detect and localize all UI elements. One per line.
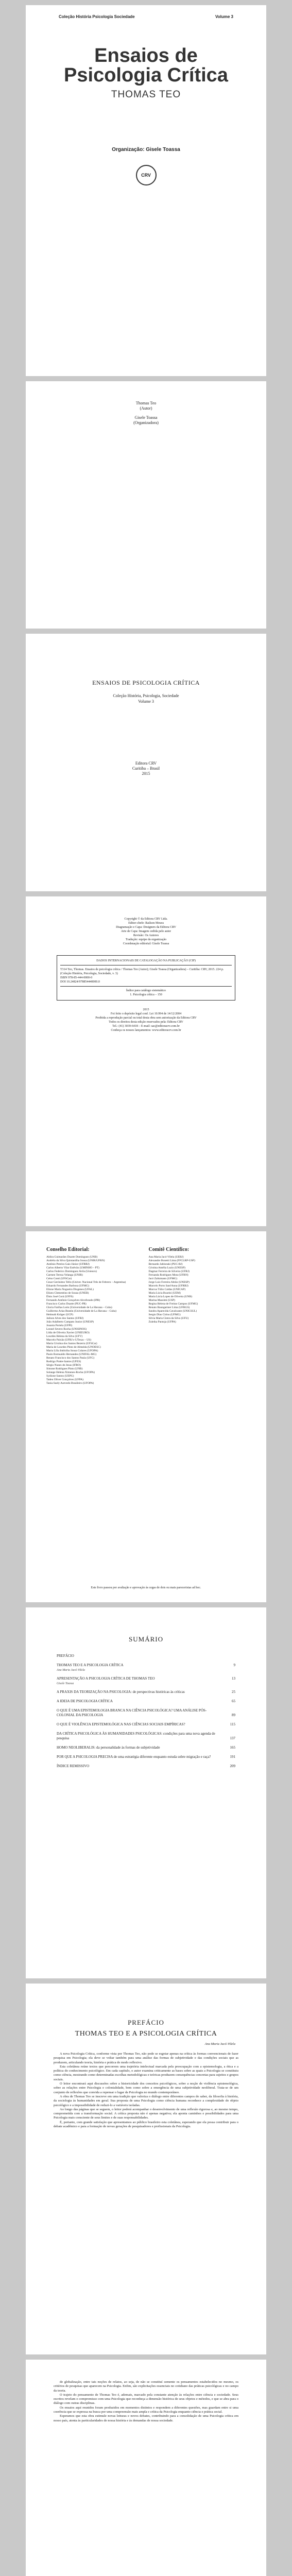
toc-entry-title: O QUE É VIOLÊNCIA EPISTEMOLÓGICA NAS CIÊNCIAS SOCIAIS EMPÍRICAS? xyxy=(57,1722,185,1726)
council-member: Andréia da Silva Quintanilha Sousa (UNIR/UFRN) xyxy=(46,1259,105,1262)
editorial-council xyxy=(46,1247,144,1385)
credit-line: Coordenação editorial: Gisele Toassa xyxy=(123,942,169,945)
council-member: Ana Maria Jacó-Vilela (UERJ) xyxy=(148,1256,184,1259)
council-member: Tadeu Oliver Gonçalves (UFPA) xyxy=(46,1378,83,1381)
toc-entry xyxy=(57,1699,235,1704)
council-member: Eduardo Fernandes Barbosa (UFMG) xyxy=(46,1284,89,1287)
credit-line: Revisão: Os Autores xyxy=(133,934,159,937)
preface-kicker: PREFÁCIO xyxy=(128,2019,164,2026)
council-member: Sérgio Nunes de Jesus (IFRO) xyxy=(46,1364,81,1367)
cover-title: Ensaios de Psicologia Crítica xyxy=(64,45,228,86)
toc-entry xyxy=(57,1722,235,1727)
author-name: Thomas Teo xyxy=(135,401,157,405)
council-member: Fernanda Rodrigues Mota (UFRN) xyxy=(148,1274,188,1277)
toc-entry-title: HOMO NEOLIBERALIS: da personalidade às formas de subjetividade xyxy=(57,1745,160,1750)
legal-line: 2015 xyxy=(143,1008,149,1011)
council-member: Élsio José Corá (UFFS) xyxy=(46,1295,74,1298)
scientific-committee xyxy=(149,1247,246,1385)
toc-entry xyxy=(57,1708,235,1718)
cip-body: T314 Teo, Thomas. Ensaios de psicologia crítica / Thomas Teo (Autor); Gisele Toassa (Organizadora) – Curitiba: CRV, 2015. 224 p. (Coleção História, Psicologia, Sociedade, v. 3) xyxy=(60,968,224,975)
toc-entry xyxy=(57,1676,235,1681)
council-member: Alexandre Bonetti Lima (FFCLRP-USP) xyxy=(148,1259,195,1262)
toc-entry-page: 9 xyxy=(233,1663,235,1667)
preface-paragraph: A nova Psicologia Crítica, conforme vista por Thomas Teo, não pode se esgotar apenas na crítica às formas convencionais de fazer pesquisa em Psicologia; ela deve se voltar também para uma análise das formas de subjetividade e das condições sociais que as produzem, articulando teoria, história e prática de modo reflexivo. xyxy=(54,2052,238,2064)
legal-line: Tel.: (41) 3039-6418 – E-mail: sac@editoracrv.com.br xyxy=(112,1025,180,1028)
legal-line: Proibida a reprodução parcial ou total desta obra sem autorização da Editora CRV xyxy=(95,1016,197,1020)
council-member: Lídia de Oliveira Xavier (UNIEURO) xyxy=(46,1331,90,1334)
council-member: Dagmar Ferreira de Silveira (UFRJ) xyxy=(148,1270,190,1273)
council-member: Cristina Amélia Luzio (UNESP) xyxy=(148,1266,185,1269)
council-member: Marcus Túlio Caldas (UNICAP) xyxy=(148,1288,186,1291)
toc-entry xyxy=(57,1745,235,1750)
preface-body xyxy=(54,2052,238,2129)
toc-entry xyxy=(57,1764,235,1769)
editorial-council-title: Conselho Editorial: xyxy=(46,1247,90,1252)
council-member: Francisco Carlos Duarte (PUC-PR) xyxy=(46,1302,87,1306)
preface-paragraph: É, portanto, com grande satisfação que apresentamos ao público brasileiro esta coletânea, esperando que ela possa contribuir para o debate acadêmico e para a formação de novas gerações de pesquisadores e profissionais da Psicologia. xyxy=(54,2120,238,2129)
credit-line: Arte de Capa: Imagem cedida pelo autor xyxy=(121,930,171,933)
toc-entry-title: A IDEIA DE PSICOLOGIA CRÍTICA xyxy=(57,1699,113,1703)
toc-entry xyxy=(57,1755,235,1759)
council-member: Regina Helena de Freitas Campos (UFMG) xyxy=(148,1302,198,1306)
council-member: Maria de Lourdes Pinto de Almeida (UNOESC) xyxy=(46,1346,101,1349)
toc-entry-title: O QUE É UMA EPISTEMOLOGIA BRANCA NA CIÊNCIA PSICOLÓGICA? UMA ANÁLISE PÓS-COLONIAL DA PSICOLOGIA xyxy=(57,1708,207,1717)
credits-list xyxy=(57,921,235,946)
cover-page xyxy=(26,5,266,376)
council-member: Maria Lúcia Boarini (UEM) xyxy=(148,1292,181,1295)
title-page xyxy=(26,634,266,891)
cip-title: DADOS INTERNACIONAIS DE CATALOGAÇÃO NA PUBLICAÇÃO (CIP) xyxy=(96,959,196,962)
scientific-committee-title: Comitê Científico: xyxy=(148,1247,190,1252)
council-member: Carlos Alberto Vilar Estêvão (UMINHO – PT) xyxy=(46,1266,99,1269)
council-member: Lourdes Helena da Silva (UFV) xyxy=(46,1335,83,1338)
preface-title: THOMAS TEO E A PSICOLOGIA CRÍTICA xyxy=(75,2030,217,2038)
council-member: Celso Conti (UFSCar) xyxy=(46,1277,72,1280)
toc-entry-author: Ana Maria Jacó-Vilela xyxy=(57,1669,85,1672)
preface-paragraph: A obra de Thomas Teo se inscreve em uma tradição que valoriza o diálogo entre diferentes campos do saber, da filosofia à história, da sociologia às humanidades em geral. Sua proposta de uma Psicologia como ciência humana reconhece a complexidade do objeto psicológico e a impossibilidade de reduzi-lo a variáveis isoladas. xyxy=(54,2094,238,2107)
toc-entry-author: Gisele Toassa xyxy=(57,1682,74,1685)
index-title: Índice para catálogo sistemático xyxy=(126,989,166,992)
council-member: Maria Lília Imbiriba Sousa Colares (UFOPA) xyxy=(46,1349,98,1352)
council-member: Josania Portela (UFPI) xyxy=(46,1324,73,1327)
legal-line: Conheça os nossos lançamentos: www.editoracrv.com.br xyxy=(111,1029,181,1032)
toc-entry-title: PREFÁCIO xyxy=(57,1654,74,1658)
council-member: Antônio Pereira Gaio Júnior (UFRRJ) xyxy=(46,1263,90,1266)
legal-line: Todos os direitos desta edição reservados pela: Editora CRV xyxy=(109,1021,183,1024)
preface-page xyxy=(26,1984,266,2354)
copyright-line: Copyright © da Editora CRV Ltda. xyxy=(124,918,168,921)
publisher-logo: CRV xyxy=(136,165,157,185)
toc-entry-page: 25 xyxy=(232,1690,235,1694)
preface-paragraph: O leitor encontrará aqui discussões sobre a historicidade dos conceitos psicológicos, sobre a noção de violência epistemológica, sobre as relações entre Psicologia e colonialidade, bem como sobre a emergência de uma subjetividade neoliberal. Trata-se de um conjunto de reflexões que convida a repensar o lugar da Psicologia no mundo contemporâneo. xyxy=(54,2082,238,2094)
council-footer: Este livro passou por avaliação e aprovação às cegas de dois ou mais pareceristas ad hoc. xyxy=(91,1586,201,1589)
council-member: Gloria Fariñas León (Universidade de La Havana – Cuba) xyxy=(46,1306,112,1309)
council-member: Marina Massimi (USP) xyxy=(148,1299,175,1302)
council-member: Sergio Dias Cirino (UFMG) xyxy=(148,1313,181,1316)
toc-heading: SUMÁRIO xyxy=(129,1635,163,1643)
council-member: Sydione Santos (UEPG) xyxy=(46,1375,74,1378)
cover-author: THOMAS TEO xyxy=(111,89,181,100)
legal-line: Foi feito o depósito legal conf. Lei 10.994 de 14/12/2004 xyxy=(110,1012,182,1015)
half-title-block xyxy=(26,401,266,426)
credit-line: Diagramação e Capa: Designers da Editora CRV xyxy=(116,926,176,929)
council-member: Bernardo Jablonski (PUC-RJ) xyxy=(148,1263,183,1266)
continuation-paragraph: Esperamos que esta obra estimule novas leituras e novos debates, contribuindo para a consolidação de uma Psicologia crítica em nosso país, atenta às particularidades de nossa história e às demandas de nossa sociedade. xyxy=(54,2414,238,2422)
council-member: Cesar Gerónimo Tello (Univer. Nacional Três de Febrero – Argentina) xyxy=(46,1281,126,1284)
council-member: Marcelo Paixão (UFRJ e UTexas – US) xyxy=(46,1338,91,1342)
council-member: Maria Cristina dos Santos Bezerra (UFSCar) xyxy=(46,1342,97,1345)
credit-line: Tradução: equipe da organização xyxy=(125,938,167,941)
organizer-role: (Organizadora) xyxy=(133,420,159,425)
council-member: Sandra Aparecida Cavalcante (UNICSUL) xyxy=(148,1310,197,1313)
toc-entry-title: DA CRÍTICA PSICOLÓGICA ÀS HUMANIDADES PSICOLÓGICAS: condições para uma nova agenda de pesquisa xyxy=(57,1732,215,1740)
toc-entry-title: APRESENTAÇÃO A PSICOLOGIA CRÍTICA DE THOMAS TEO xyxy=(57,1676,155,1681)
council-member: Maria Lúcia Lopes de Oliveira (UNB) xyxy=(148,1295,192,1298)
toc-entry xyxy=(57,1732,235,1741)
continuation-page xyxy=(26,2360,266,2576)
toc-entry-page: 209 xyxy=(230,1764,235,1768)
toc-page xyxy=(26,1607,266,1978)
council-member: Carmen Tereza Velanga (UNIR) xyxy=(46,1274,83,1277)
council-page xyxy=(26,1231,266,1602)
author-role: (Autor) xyxy=(140,406,152,411)
toc-entry-page: 89 xyxy=(232,1713,235,1717)
toc-list xyxy=(26,1654,266,1769)
preface-byline: Ana Maria Jacó-Vilela xyxy=(204,2042,235,2046)
toc-entry-page: 13 xyxy=(232,1676,235,1681)
doi: DOI 10.24824/978854440000.0 xyxy=(60,980,100,984)
council-member: Guillermo Arias Beatón (Universidade de La Havana – Cuba) xyxy=(46,1310,116,1313)
toc-entry-title: THOMAS TEO E A PSICOLOGIA CRÍTICA xyxy=(57,1663,124,1667)
collection-label: Coleção História Psicologia Sociedade xyxy=(59,14,135,19)
council-member: Jorge Luiz Ferreira Abrão (UNESP) xyxy=(148,1281,190,1284)
continuation-body xyxy=(54,2380,238,2423)
council-member: Elione Maria Nogueira Diogenes (UFAL) xyxy=(46,1288,94,1291)
toc-entry-title: POR QUE A PSICOLOGIA PRECISA de uma estratégia diferente enquanto estuda sobre migração e raça? xyxy=(57,1755,211,1759)
toc-entry-title: A PRAXIS DA TEORIZAÇÃO NA PSICOLOGIA: de perspectivas históricas às críticas xyxy=(57,1690,185,1694)
council-member: Aldira Guimarães Duarte Domínguez (UNB) xyxy=(46,1256,98,1259)
isbn: ISBN 978-85-444-0000-0 xyxy=(60,976,93,979)
council-member: Simone Rodrigues Pinto (UNB) xyxy=(46,1367,83,1370)
toc-entry-page: 137 xyxy=(230,1736,235,1740)
council-member: Renato Baungartner Lima (UFRGS) xyxy=(148,1306,190,1309)
volume-label: Volume 3 xyxy=(215,14,233,19)
toc-entry-page: 115 xyxy=(230,1722,235,1726)
series-block: Coleção História, Psicologia, Sociedade Volume 3 xyxy=(113,693,179,704)
council-member: Marcelo Porto Sant'Anna (UFRRJ) xyxy=(148,1284,188,1287)
toc-entry-page: 65 xyxy=(232,1699,235,1703)
book-title: ENSAIOS DE PSICOLOGIA CRÍTICA xyxy=(92,679,200,686)
council-member: Jailson Alves dos Santos (UFRJ) xyxy=(46,1317,84,1320)
half-title-page xyxy=(26,381,266,629)
index-line: 1. Psicologia crítica – 150 xyxy=(130,993,162,996)
toc-entry xyxy=(57,1690,235,1694)
council-member: João Adalberto Campato Junior (UNESP) xyxy=(46,1320,94,1324)
council-member: Rodrigo Pratte-Santos (UFES) xyxy=(46,1360,81,1363)
continuation-paragraph: de globalização, entre tais noções de relatos, ao seja, de não se constituí somente os pensamentos estabelecidos no mesmo, os critérios de pesquisas que aparecem na Psicologia. Enfim, são explicitações essenciais no cotidiano das práticas psicológicas e no campo da teoria. xyxy=(54,2380,238,2393)
imprint-block: Editora CRV Curitiba – Brasil 2015 xyxy=(132,761,160,776)
council-member: Fernando Antônio Gonçalves Alcoforado (IPB) xyxy=(46,1299,100,1302)
cover-organizer: Organização: Gisele Toassa xyxy=(112,147,180,152)
toc-entry xyxy=(57,1663,235,1668)
continuation-paragraph: O trajeto do pensamento de Thomas Teo é, ademais, marcado pela constante atenção às relações entre ciência e sociedade. Seus escritos revelam o compromisso com uma Psicologia que reconheça a dimensão histórica de seus objetos e métodos, e que se abra para o diálogo com outras disciplinas. xyxy=(54,2393,238,2405)
council-member: Solange Helena Ximenes-Rocha (UFOPA) xyxy=(46,1371,95,1374)
toc-entry-page: 165 xyxy=(230,1745,235,1750)
toc-entry xyxy=(57,1654,235,1658)
credit-line: Editor-chefe: Railson Moura xyxy=(128,922,164,925)
catalog-page xyxy=(26,896,266,1226)
toc-entry-page: 191 xyxy=(230,1755,235,1759)
council-member: Silvia Maria Cintra da Silva (UFU) xyxy=(148,1317,189,1320)
council-member: Jacó Zaltzmann (UFMG) xyxy=(148,1277,178,1280)
continuation-paragraph: Os ensaios aqui reunidos foram produzidos em momentos distintos e respondem a diferentes questões, mas guardam entre si uma coerência que se expressa na busca por uma compreensão mais ampla e crítica da Psicologia enquanto ciência e prática social. xyxy=(54,2405,238,2414)
toc-entry-title: ÍNDICE REMISSIVO xyxy=(57,1764,90,1768)
council-member: Paulo Romualdo Hernandes (UNIFAL-MG) xyxy=(46,1353,97,1356)
council-member: Zuleika Pantoja (UFPA) xyxy=(148,1320,176,1324)
council-member: Tania Suely Azevedo Brasileiro (UFOPA) xyxy=(46,1382,94,1385)
preface-paragraph: Ao longo das páginas que se seguem, o leitor poderá acompanhar o desenvolvimento de uma reflexão rigorosa e, ao mesmo tempo, comprometida com a transformação social. A crítica proposta não é apenas negativa; ela aponta caminhos e possibilidades para uma Psicologia mais consciente de seus limites e de suas responsabilidades. xyxy=(54,2107,238,2120)
council-member: Leonel Severo Rocha (UNISINOS) xyxy=(46,1328,87,1331)
council-member: Helmuth Krüger (UCP) xyxy=(46,1313,73,1316)
organizer-name: Gisele Toassa xyxy=(134,415,158,420)
council-member: Renato Francisco dos Santos Paula (UFG) xyxy=(46,1357,95,1360)
legal-footer xyxy=(57,1008,235,1032)
preface-paragraph: Esta coletânea reúne textos que percorrem uma trajetória intelectual marcada pela preocupação com a epistemologia, a ética e a política do conhecimento psicológico. Em cada capítulo, o autor examina criticamente as bases sobre as quais a Psicologia se constituiu como ciência, mostrando como determinadas escolhas metodológicas e teóricas produzem consequências concretas para sujeitos e grupos sociais. xyxy=(54,2064,238,2081)
council-member: Elizeu Clementino de Souza (UNEB) xyxy=(46,1292,89,1295)
council-member: Carlos Federico Dominguez Avila (Unieuro) xyxy=(46,1270,97,1273)
cip-box xyxy=(57,955,235,1001)
